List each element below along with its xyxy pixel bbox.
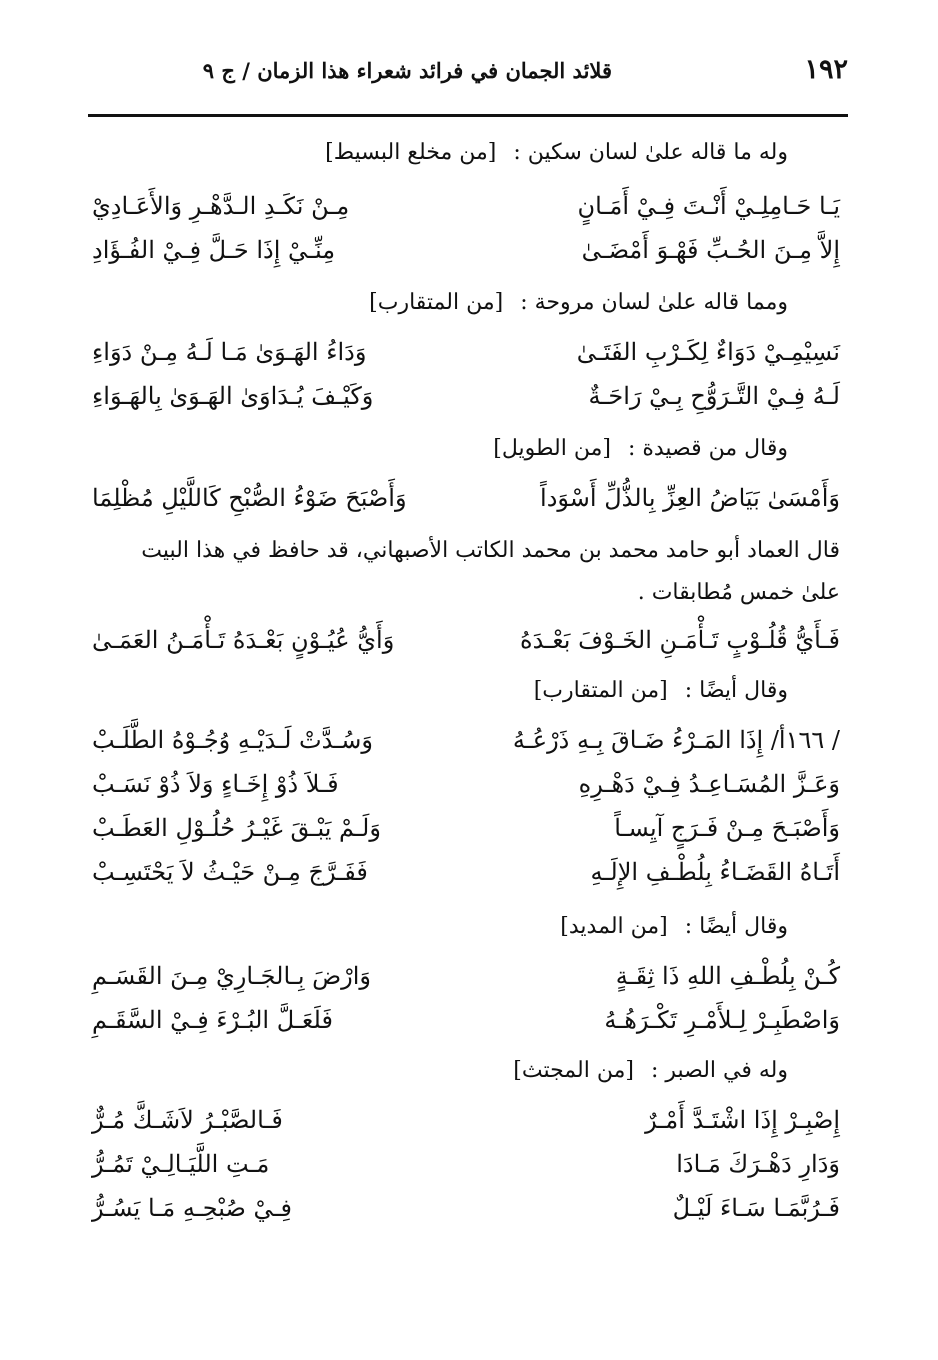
intro-text: ومما قاله علىٰ لسان مروحة : (520, 290, 788, 315)
prose-line: قال العماد أبو حامد محمد بن محمد الكاتب الأصبهاني، قد حافظ في هذا البيت (141, 538, 840, 563)
verse-second-hemistich: وَارْضَ بِـالجَـارِيْ مِـنَ القَسَـمِ (92, 962, 371, 990)
intro-text: وقال أيضًا : (684, 914, 788, 939)
verse-line (92, 332, 840, 372)
intro-text: وله ما قاله علىٰ لسان سكين : (513, 140, 788, 165)
meter-label: [من المديد] (560, 914, 668, 939)
verse-first-hemistich: فَـرُبَّمَـا سَـاءَ لَيْـلٌ (672, 1194, 840, 1222)
verse-first-hemistich: كُـنْ بِلُطْـفِ اللهِ ذَا ثِقَـةٍ (615, 962, 840, 990)
verse-first-hemistich: لَـهُ فِـيْ التَّـرَوُّحِ بِـيْ رَاحَـةٌ (588, 382, 840, 410)
verse-line (92, 720, 840, 760)
verse-second-hemistich: مَـتِ اللَّيَـالِـيْ تَمُـرُّ (92, 1150, 270, 1178)
verse-first-hemistich: يَـا حَـامِلِـيْ أَنْـتَ فِـيْ أَمَـانٍ (577, 192, 840, 220)
intro-text: وقال أيضًا : (684, 678, 788, 703)
section-intro (534, 678, 788, 703)
verse-line (92, 1188, 840, 1228)
verse-line (92, 764, 840, 804)
verse-first-hemistich: وَعَـزَّ المُسَـاعِـدُ فِـيْ دَهْـرِهِ (578, 770, 840, 798)
verse-first-hemistich: / ١٦٦أ/ إِذَا المَـرْءُ ضَـاقَ بِـهِ ذَرْعُـهُ (512, 726, 840, 754)
verse-line (92, 956, 840, 996)
verse-first-hemistich: وَأَمْسَىٰ بَيَاضُ العِزِّ بِالذُّلِّ أَسْوَداً (540, 484, 840, 512)
section-intro (560, 914, 788, 939)
page-number: ١٩٢ (804, 54, 848, 85)
verse-line (92, 186, 840, 226)
verse-first-hemistich: وَأَصْبَـحَ مِـنْ فَـرَجٍ آيِسـاً (614, 814, 840, 842)
verse-first-hemistich: نَسِيْمِـيْ دَوَاءٌ لِكَـرْبِ الفَتَـىٰ (576, 338, 840, 366)
verse-second-hemistich: وَلَـمْ يَبْـقَ غَيْـرُ حُلُـوْلِ العَطَـبْ (92, 814, 381, 842)
section-intro (325, 140, 788, 165)
verse-line (92, 1000, 840, 1040)
verse-line (92, 376, 840, 416)
meter-label: [من المجتث] (513, 1058, 634, 1083)
verse-line (92, 620, 840, 660)
verse-second-hemistich: وَسُـدَّتْ لَـدَيْـهِ وُجُـوْهُ الطَّلَـبْ (92, 726, 373, 754)
verse-line (92, 230, 840, 270)
verse-line (92, 808, 840, 848)
running-title: قلائد الجمان في فرائد شعراء هذا الزمان / ج ٩ (202, 58, 612, 83)
verse-first-hemistich: فَـأَيُّ قُلُـوْبٍ تَـأْمَـنِ الخَـوْفَ بَعْـدَهُ (520, 626, 840, 654)
verse-line (92, 852, 840, 892)
section-intro (493, 436, 788, 461)
verse-first-hemistich: وَاصْطَبِـرْ لِـلأَمْـرِ تَكْـرَهُـهُ (604, 1006, 840, 1034)
verse-second-hemistich: وَدَاءُ الهَـوَىٰ مَـا لَـهُ مِـنْ دَوَاءِ (92, 338, 367, 366)
verse-second-hemistich: فَـلاَ ذُوْ إِخَـاءٍ وَلاَ ذُوْ نَسَـبْ (92, 770, 339, 798)
verse-first-hemistich: وَدَارِ دَهْـرَكَ مَـادَا (676, 1150, 840, 1178)
verse-line (92, 1100, 840, 1140)
verse-line (92, 1144, 840, 1184)
verse-line (92, 478, 840, 518)
page-header (88, 52, 848, 96)
verse-first-hemistich: إِلاَّ مِـنَ الحُـبِّ فَهْـوَ أَمْضَـىٰ (581, 236, 840, 264)
section-intro (369, 290, 788, 315)
meter-label: [من المتقارب] (533, 678, 668, 703)
section-intro (513, 1058, 788, 1083)
verse-second-hemistich: مِنِّـيْ إِذَا حَـلَّ فِـيْ الفُـؤَادِ (92, 236, 336, 264)
prose-line: علىٰ خمس مُطابقات . (637, 580, 840, 605)
verse-second-hemistich: وَأَيُّ عُيُـوْنٍ بَعْـدَهُ تَـأْمَـنُ العَمَـىٰ (92, 626, 395, 654)
intro-text: وله في الصبر : (650, 1058, 788, 1083)
verse-first-hemistich: إِصْبِـرْ إِذَا اشْتَـدَّ أَمْـرٌ (645, 1106, 840, 1134)
meter-label: [من مخلع البسيط] (325, 140, 497, 165)
meter-label: [من المتقارب] (369, 290, 504, 315)
verse-second-hemistich: فِـيْ صُبْحِـهِ مَـا يَسُـرُّ (92, 1194, 292, 1222)
header-rule (88, 114, 848, 117)
verse-second-hemistich: وَأَصْبَحَ ضَوْءُ الصُّبْحِ كَاللَّيْلِ مُظْلِمَا (92, 484, 407, 512)
intro-text: وقال من قصيدة : (627, 436, 788, 461)
verse-second-hemistich: فَفَـرَّجَ مِـنْ حَيْـثُ لاَ يَحْتَسِـبْ (92, 858, 368, 886)
meter-label: [من الطويل] (493, 436, 611, 461)
verse-second-hemistich: فَـالصَّبْـرُ لاَشَـكَّ مُـرٌّ (92, 1106, 283, 1134)
verse-second-hemistich: فَلَعَـلَّ البُـرْءَ فِـيْ السَّقَـمِ (92, 1006, 333, 1034)
verse-first-hemistich: أَتَـاهُ القَضَـاءُ بِلُطْـفِ الإِلَـهِ (590, 858, 840, 886)
verse-second-hemistich: مِـنْ نَكَـدِ الـدَّهْـرِ وَالأَعَـادِيْ (92, 192, 350, 220)
verse-second-hemistich: وَكَيْـفَ يُـدَاوَىٰ الهَـوَىٰ بِالهَـوَاءِ (92, 382, 374, 410)
